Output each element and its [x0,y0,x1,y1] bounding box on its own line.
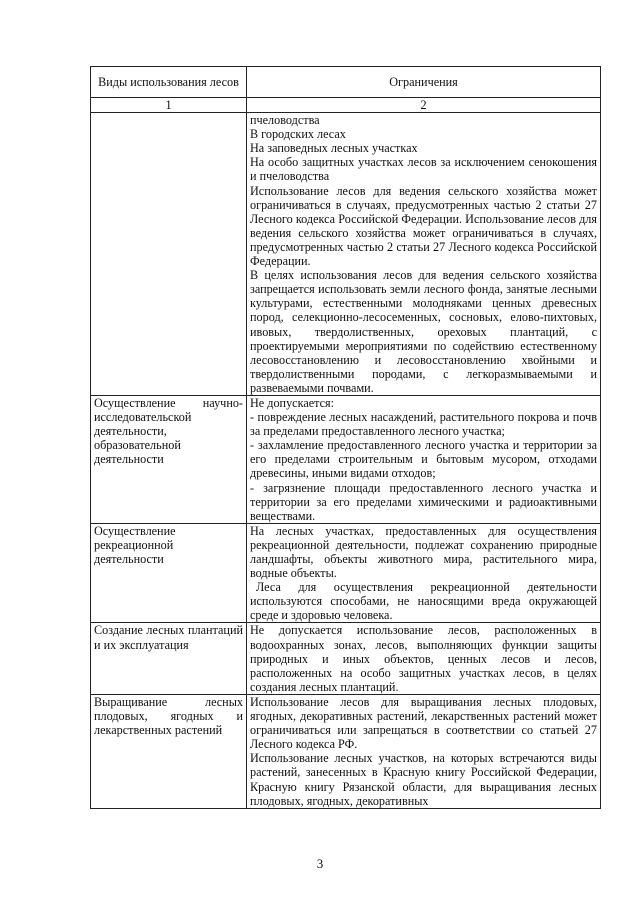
restriction-paragraph: В целях использования лесов для ведения сельского хозяйства запрещается использовать земли лесного фонда, занятые лесными культурами, естественными молодняками ценных древесных пород, селекционно-лесосеменных, сосновых, елово-пихтовых, ивовых, твердолиственных, ореховых плантаций, с проектируемыми мероприятиями по содействию естественному лесовосстановлению и лесовосстановлению хвойными и твердолиственными породами, с легкоразмываемыми и развеваемыми почвами. [250,268,597,395]
use-cell: Осуществление научно-исследовательской деятельности, образовательной деятельности [91,395,247,523]
restriction-paragraph: Использование лесных участков, на которых встречаются виды растений, занесенных в Красную книгу Российской Федерации, Красную книгу Рязанской области, для выращивания лесных плодовых, ягодных, декоративных [250,751,597,808]
restriction-paragraph: В городских лесах [250,127,346,142]
use-cell: Выращивание лесных плодовых, ягодных и лекарственных растений [91,694,247,808]
restrictions-table [90,66,601,809]
column-number-2: 2 [247,98,601,113]
restriction-paragraph: На лесных участках, предоставленных для осуществления рекреационной деятельности, подлежат сохранению природные ландшафты, объекты животного мира, растительного мира, водные объекты. [250,523,597,581]
restriction-paragraph: Использование лесов для выращивания лесных плодовых, ягодных, декоративных растений, лекарственных растений может ограничиваться или запрещаться в соответствии со статьей 27 Лесного кодекса РФ. [250,694,597,752]
use-cell: Осуществление рекреационной деятельности [91,523,247,623]
restrictions-cell [247,113,601,396]
column-header-uses: Виды использования лесов [91,67,247,98]
restriction-paragraph: - загрязнение площади предоставленного лесного участка и территории за его пределами химическими и радиоактивными веществами. [250,480,597,523]
restriction-paragraph: На особо защитных участках лесов за исключением сенокошения и пчеловодства [250,155,597,184]
table-row [91,694,601,808]
table-number-row [91,98,601,113]
restriction-paragraph: - повреждение лесных насаждений, растительного покрова и почв за пределами предоставленного лесного участка; [250,410,597,439]
column-number-1: 1 [91,98,247,113]
restriction-paragraph: Не допускается использование лесов, расположенных в водоохранных зонах, лесов, выполняющих функции защиты природных и иных объектов, ценных лесов и лесов, расположенных на особо защитных участках лесов, в целях создания лесных плантаций. [250,623,597,694]
restriction-paragraph: Использование лесов для ведения сельского хозяйства может ограничиваться в случаях, предусмотренных частью 2 статьи 27 Лесного кодекса Российской Федерации. Использование лесов для ведения сельского хозяйства может ограничиваться в случаях, предусмотренных частью 2 статьи 27 Лесного кодекса Российской Федерации. [250,183,597,269]
table-row [91,523,601,623]
restriction-paragraph: - захламление предоставленного лесного участка и территории за его пределами строительным и бытовым мусором, отходами древесины, иными видами отходов; [250,438,597,481]
column-header-restrictions: Ограничения [247,67,601,98]
table-row [91,623,601,694]
restrictions-cell [247,395,601,523]
restriction-paragraph: Леса для осуществления рекреационной деятельности используются способами, не наносящими вреда окружающей среде и здоровью человека. [250,580,597,623]
use-cell [91,113,247,396]
restriction-paragraph: пчеловодства [250,113,320,128]
table-header-row [91,67,601,98]
page-number: 3 [316,856,324,871]
use-cell: Создание лесных плантаций и их эксплуатация [91,623,247,694]
restrictions-cell [247,523,601,623]
restrictions-cell [247,694,601,808]
restriction-paragraph: Не допускается: [250,395,335,410]
restrictions-cell [247,623,601,694]
table-row [91,395,601,523]
restriction-paragraph: На заповедных лесных участках [250,141,418,156]
table-row [91,113,601,396]
